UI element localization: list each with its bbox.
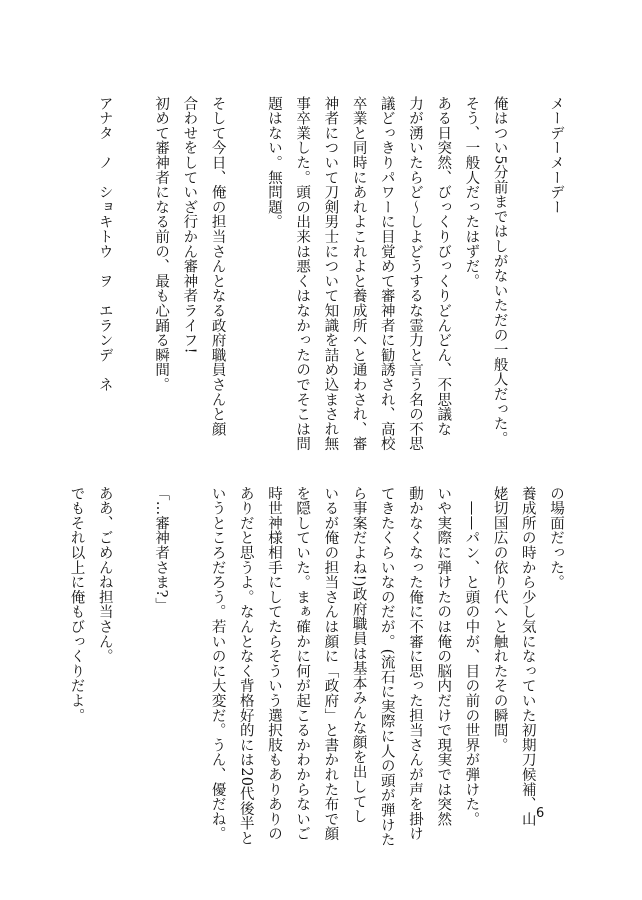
page-number: 6 — [536, 806, 545, 821]
text-column: ああ、ごめんね担当さん。 — [96, 486, 113, 664]
top-text-block — [91, 96, 570, 452]
text-column: そして今日、俺の担当さんとなる政府職員さんと顔 — [209, 96, 226, 437]
text-column — [232, 96, 260, 446]
text-column: 題はない。無問題。 — [265, 96, 282, 230]
text-column: 俺はつい5分前まではしがないただの一般人だった。 — [491, 96, 508, 446]
text-column: そう、一般人だったはずだ。 — [463, 96, 480, 289]
text-column — [514, 96, 542, 446]
text-column: 初めて審神者になる前の、最も心踊る瞬間。 — [153, 96, 170, 392]
text-column — [119, 486, 147, 816]
text-column: ら事案だよね!)政府職員は基本みんな顔を出してし — [350, 486, 367, 824]
text-column — [119, 96, 147, 446]
text-column: 養成所の時から少し気になっていた初期刀候補、山 — [519, 486, 536, 827]
text-column: いるが俺の担当さんは顔に「政府」と書かれた布で顔 — [322, 486, 339, 842]
text-column: 議どっきりパワーに目覚めて審神者に勧誘され、高校 — [378, 96, 395, 452]
text-column: 姥切国広の依り代へと触れたその瞬間。 — [491, 486, 508, 753]
text-column: 「…審神者さま?」 — [153, 486, 170, 613]
text-column: ある日突然、びっくりびっくりどんどん、不思議な — [435, 96, 452, 437]
text-column: の場面だった。 — [548, 486, 564, 590]
text-column: でもそれ以上に俺もびっくりだよ。 — [68, 486, 85, 723]
bottom-text-block — [62, 486, 570, 848]
text-column: 動かなくなった俺に不審に思った担当さんが声を掛け — [406, 486, 423, 842]
text-column — [175, 486, 203, 816]
text-column: ——パン、と頭の中が、目の前の世界が弾けた。 — [463, 486, 480, 827]
text-column: ありだと思うよ。なんとなく背格好的には20代後半と — [237, 486, 254, 846]
text-column: を隠していた。まぁ確かに何が起こるかわからないご — [294, 486, 311, 842]
text-column: 合わせをしていざ行かん審神者ライフ! — [181, 96, 198, 354]
text-column: 時世神様相手にしてたらそういう選択肢もありありの — [265, 486, 282, 842]
text-column: いうところだろう。若いのに大変だ。うん、優だね。 — [209, 486, 226, 842]
text-column: てきたくらいなのだが。(流石に実際に人の頭が弾けた — [378, 486, 395, 848]
text-column: 力が湧いたらど〜しよどうするな霊力と言う名の不思 — [406, 96, 423, 452]
text-column: アナタ ノ ショキトウ ヲ エランデ ネ — [96, 96, 113, 392]
text-column: 神者について刀剣男士について知識を詰め込まされ無 — [322, 96, 339, 452]
text-column: メーデーメーデー — [548, 96, 564, 215]
text-column: 事卒業した。頭の出来は悪くはなかったのでそこは問 — [294, 96, 311, 452]
text-column: 卒業と同時にあれよこれよと養成所へと通わされ、審 — [350, 96, 367, 452]
text-column: いや実際に弾けたのは俺の脳内だけで現実では突然 — [435, 486, 452, 827]
